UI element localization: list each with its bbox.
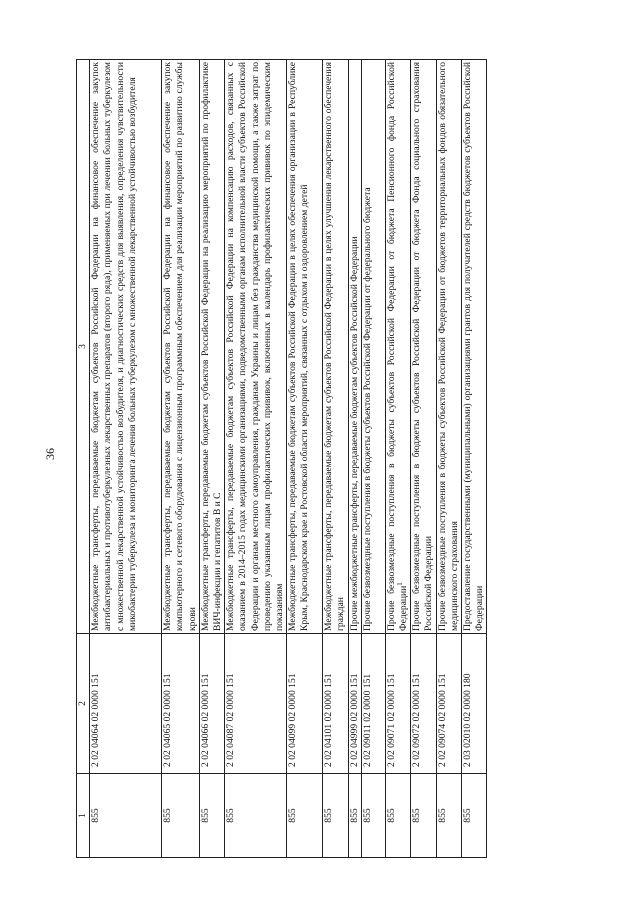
admin-code-cell: 855 — [287, 774, 323, 858]
description-cell — [162, 60, 200, 634]
admin-code-cell: 855 — [199, 774, 224, 858]
admin-code-cell: 855 — [225, 774, 287, 858]
description-text: Предоставление государственными (муниципальными) организациями грантов для получателей средств бюджетов субъектов Российской Федерации — [462, 62, 486, 631]
description-text: Прочие безвозмездные поступления в бюджеты субъектов Российской Федерации от бюджетов территориальных фондов обязательного медицинского страхования — [436, 62, 460, 631]
budget-code-cell: 2 02 09074 02 0000 151 — [436, 634, 461, 774]
footnote-marker: 1 — [395, 582, 404, 586]
description-text: Межбюджетные трансферты, передаваемые бюджетам субъектов Российской Федерации на компенсацию расходов, связанных с оказанием в 2014–2015 годах медицинскими организациями, подведомственными органам исполнительной власти субъектов Российской Федерации и органам местного самоуправления, гражданам Украины и лицам без гражданства медицинской помощи, а также затрат по проведению указанным лицам профилактических прививок, включенных в календарь профилактических прививок по эпидемическим показаниям — [225, 62, 286, 631]
table-row — [225, 60, 287, 858]
description-text: Межбюджетные трансферты, передаваемые бюджетам субъектов Российской Федерации в целях обеспечения организации в Республике Крым, Краснодарском крае и Ростовской области мероприятий, связанных с отдыхом и оздоровлением детей — [287, 62, 311, 631]
table-row — [323, 60, 348, 858]
description-cell — [225, 60, 287, 634]
budget-code-cell: 2 02 04066 02 0000 151 — [199, 634, 224, 774]
rotated-page-content — [76, 60, 586, 858]
description-cell — [385, 60, 410, 634]
description-text: Прочие межбюджетные трансферты, передаваемые бюджетам субъектов Российской Федерации — [348, 236, 360, 631]
budget-code-cell: 2 02 04087 02 0000 151 — [225, 634, 287, 774]
admin-code-cell: 855 — [162, 774, 200, 858]
table-row — [162, 60, 200, 858]
admin-code-cell: 855 — [385, 774, 410, 858]
admin-code-cell: 855 — [361, 774, 385, 858]
budget-code-cell: 2 02 09072 02 0000 151 — [411, 634, 436, 774]
description-cell — [287, 60, 323, 634]
description-text: Межбюджетные трансферты, передаваемые бюджетам субъектов Российской Федерации на финансовое обеспечение закупок антибактериальных и противотуберкулезных лекарственных препаратов (второго ряда), применяемых при лечении больных туберкулезом с множественной лекарственной устойчивостью возбудителя, и диагностических средств для выявления, определения чувствительности микобактерии туберкулеза и мониторинга лечения больных туберкулезом с множественной лекарственной устойчивостью возбудителя — [90, 62, 138, 631]
admin-code-cell: 855 — [348, 774, 361, 858]
description-text: Межбюджетные трансферты, передаваемые бюджетам субъектов Российской Федерации на финансовое обеспечение закупок компьютерного и сетевого оборудования с лицензионным программным обеспечением для реализации мероприятий по развитию службы крови — [162, 62, 198, 631]
budget-code-cell: 2 03 02010 02 0000 180 — [462, 634, 487, 774]
table-row — [90, 60, 162, 858]
revenue-codes-table — [76, 59, 487, 858]
budget-code-cell: 2 02 04999 02 0000 151 — [348, 634, 361, 774]
table-header-row — [77, 60, 90, 858]
description-cell — [411, 60, 436, 634]
description-cell — [199, 60, 224, 634]
description-cell — [361, 60, 385, 634]
description-text: Межбюджетные трансферты, передаваемые бюджетам субъектов Российской Федерации на реализацию мероприятий по профилактике ВИЧ-инфекции и гепатитов В и С — [199, 62, 224, 631]
table-row — [348, 60, 361, 858]
budget-code-cell: 2 02 04065 02 0000 151 — [162, 634, 200, 774]
description-text: Прочие безвозмездные поступления в бюджеты субъектов Российской Федерации от бюджета Пенсионного фонда Российской Федерации — [385, 62, 410, 631]
table-row — [436, 60, 461, 858]
admin-code-cell: 855 — [411, 774, 436, 858]
table-row — [199, 60, 224, 858]
page-number: 36 — [43, 448, 57, 460]
column-header-1: 1 — [77, 774, 90, 858]
description-cell — [462, 60, 487, 634]
table-body — [90, 60, 487, 858]
table-row — [462, 60, 487, 858]
budget-code-cell: 2 02 04101 02 0000 151 — [323, 634, 348, 774]
table-row — [287, 60, 323, 858]
column-header-3: 3 — [77, 60, 90, 634]
description-text: Прочие безвозмездные поступления в бюджеты субъектов Российской Федерации от бюджета Фонда социального страхования Российской Федерации — [411, 62, 435, 631]
admin-code-cell: 855 — [462, 774, 487, 858]
description-cell — [323, 60, 348, 634]
budget-code-cell: 2 02 09011 02 0000 151 — [361, 634, 385, 774]
column-header-2: 2 — [77, 634, 90, 774]
admin-code-cell: 855 — [436, 774, 461, 858]
description-cell — [348, 60, 361, 634]
budget-code-cell: 2 02 04064 02 0000 151 — [90, 634, 162, 774]
table-row — [361, 60, 385, 858]
description-cell — [90, 60, 162, 634]
admin-code-cell: 855 — [90, 774, 162, 858]
admin-code-cell: 855 — [323, 774, 348, 858]
table-row — [411, 60, 436, 858]
budget-code-cell: 2 02 09071 02 0000 151 — [385, 634, 410, 774]
budget-code-cell: 2 02 04099 02 0000 151 — [287, 634, 323, 774]
description-text: Прочие безвозмездные поступления в бюджеты субъектов Российской Федерации от федерального бюджета — [361, 187, 373, 631]
description-text: Межбюджетные трансферты, передаваемые бюджетам субъектов Российской Федерации в целях улучшения лекарственного обеспечения граждан — [323, 62, 347, 631]
description-cell — [436, 60, 461, 634]
table-row — [385, 60, 410, 858]
